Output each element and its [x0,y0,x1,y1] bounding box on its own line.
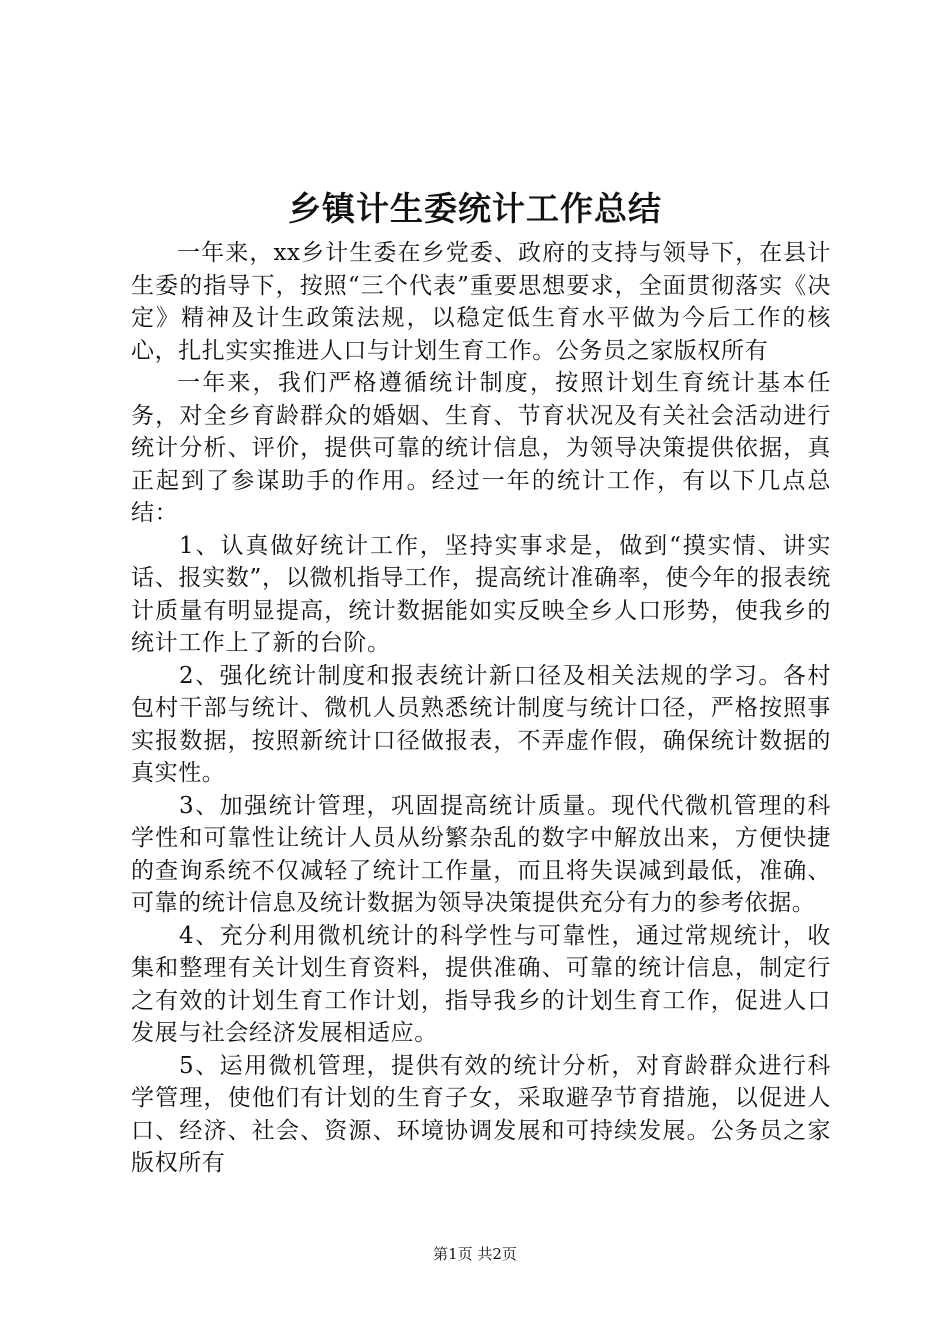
paragraph-point-3: 3、加强统计管理，巩固提高统计质量。现代代微机管理的科学性和可靠性让统计人员从纷繁杂乱的数字中解放出来，方便快捷的查询系统不仅减轻了统计工作量，而且将失误减到最低，准确、可靠的统计信息及统计数据为领导决策提供充分有力的参考依据。 [131,792,831,916]
document-title: 乡镇计生委统计工作总结 [288,189,662,228]
paragraph-point-4: 4、充分利用微机统计的科学性与可靠性，通过常规统计，收集和整理有关计划生育资料，提供准确、可靠的统计信息，制定行之有效的计划生育工作计划，指导我乡的计划生育工作，促进人口发展与社会经济发展相适应。 [131,922,831,1046]
paragraph-point-5: 5、运用微机管理，提供有效的统计分析，对育龄群众进行科学管理，使他们有计划的生育子女，采取避孕节育措施，以促进人口、经济、社会、资源、环境协调发展和可持续发展。公务员之家版权所有 [131,1052,831,1176]
document-body [131,237,831,1180]
page-footer: 第1页 共2页 [433,1245,517,1263]
paragraph-point-2: 2、强化统计制度和报表统计新口径及相关法规的学习。各村包村干部与统计、微机人员熟悉统计制度与统计口径，严格按照事实报数据，按照新统计口径做报表，不弄虚作假，确保统计数据的真实性。 [131,662,831,786]
paragraph-intro: 一年来，xx乡计生委在乡党委、政府的支持与领导下，在县计生委的指导下，按照“三个代表”重要思想要求，全面贯彻落实《决定》精神及计生政策法规，以稳定低生育水平做为今后工作的核心，扎扎实实推进人口与计划生育工作。公务员之家版权所有 [131,240,831,364]
paragraph-overview: 一年来，我们严格遵循统计制度，按照计划生育统计基本任务，对全乡育龄群众的婚姻、生育、节育状况及有关社会活动进行统计分析、评价，提供可靠的统计信息，为领导决策提供依据，真正起到了参谋助手的作用。经过一年的统计工作，有以下几点总结： [131,370,831,526]
paragraph-point-1: 1、认真做好统计工作，坚持实事求是，做到“摸实情、讲实话、报实数”，以微机指导工作，提高统计准确率，使今年的报表统计质量有明显提高，统计数据能如实反映全乡人口形势，使我乡的统计工作上了新的台阶。 [131,532,831,656]
